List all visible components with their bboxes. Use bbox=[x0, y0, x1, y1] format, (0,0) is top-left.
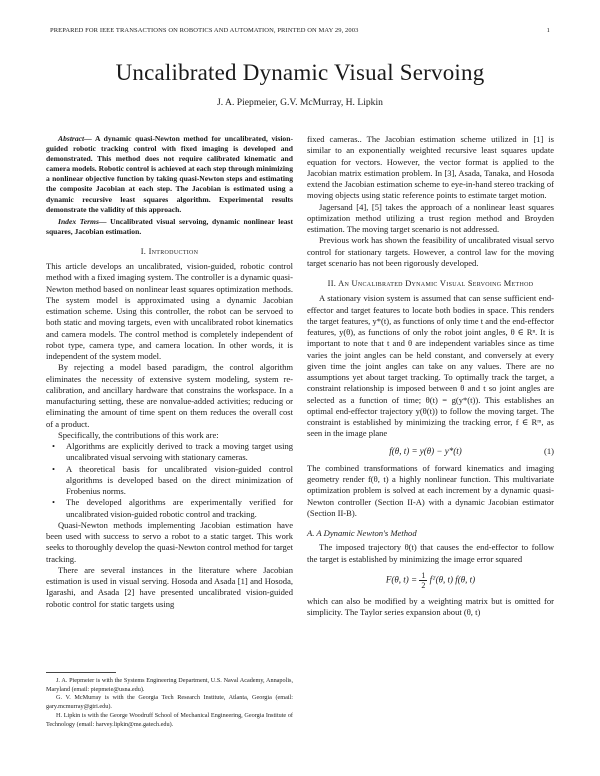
footnote-divider bbox=[46, 672, 116, 673]
left-column bbox=[46, 134, 293, 610]
equation-2 bbox=[307, 571, 554, 590]
equation-2-rhs: fᵀ(θ, t) f(θ, t) bbox=[429, 574, 476, 585]
section-heading-method: II. An Uncalibrated Dynamic Visual Servoing Method bbox=[327, 279, 534, 288]
index-terms bbox=[46, 217, 293, 237]
index-terms-label: Index Terms bbox=[58, 216, 99, 226]
abstract bbox=[46, 134, 293, 215]
list-item: • The developed algorithms are experimentally verified for uncalibrated vision-guided robotic control and tracking. bbox=[62, 497, 293, 520]
method-paragraph-1: A stationary vision system is assumed that can sense sufficient end-effector and target features to locate both bodies in space. This renders the target features, y*(t), as functions of only time t and the end-effector features, y(θ), as functions of only the robot joint angles, θ ∈ Rⁿ. It is important to note that t and θ are independent variables since as time varies the joint angles can be held constant, and conversely at every given time the joint angles can take on any values. There are no assumptions yet about target tracking. To optimally track the target, a constraint relationship is imposed between θ and t so joint angles are selected as a function of time; θ(t) = g(y*(t)). This establishes an optimal end-effector trajectory y(θ(t)) to follow the moving target. The constraint is established by minimizing the tracking error, f ∈ Rᵐ, as seen in the image plane bbox=[307, 293, 554, 439]
newton-paragraph-2: which can also be modified by a weighting matrix but is omitted for simplicity. The Taylor series expansion about (θ, t) bbox=[307, 595, 554, 617]
intro-paragraph-2: By rejecting a model based paradigm, the control algorithm eliminates the necessity of extensive system modeling, system re-calibration, and ancillary hardware that constrains the workspace. In a manufacturing setting, these are nonvalue-added activities; reducing or eliminating the amount of time spent on them reduces the overall cost of a product. bbox=[46, 362, 293, 429]
intro-paragraph-4: Quasi-Newton methods implementing Jacobian estimation have been used with success to servo a robot to a static target. This work seeks to thoroughly develop the quasi-Newton control method for target tracking. bbox=[46, 519, 293, 564]
equation-1-number: (1) bbox=[544, 445, 554, 456]
equation-1 bbox=[307, 446, 554, 457]
right-paragraph-2: Jagersand [4], [5] takes the approach of a nonlinear least squares optimization method utilizing a trust region method and Broyden estimation. The moving target scenario is not addressed. bbox=[307, 201, 554, 234]
intro-paragraph-3: Specifically, the contributions of this work are: bbox=[58, 429, 219, 440]
abstract-text: — A dynamic quasi-Newton method for uncalibrated, vision-guided robotic tracking control with fixed imaging is developed and demonstrated. This method does not require calibrated kinematic and camera models. Robotic control is achieved at each step through minimizing a nonlinear objective function by taking quasi-Newton steps and estimating the composite Jacobian at each step. The Jacobian is estimated using a dynamic recursive least squares algorithm. Experimental results demonstrate the validity of this approach. bbox=[46, 134, 293, 214]
equation-2-body bbox=[307, 571, 554, 590]
intro-paragraph-1: This article develops an uncalibrated, vision-guided, robotic control method with a fixed imaging system. The controller is a dynamic quasi-Newton method based on nonlinear least squares optimization methods. The system model is approximated using a dynamic Jacobian estimation scheme. Using this controller, the robot can be servoed to both static and moving targets, even with uncalibrated robot kinematics and camera models. The control method is completely independent of robot type, camera type, and camera location. In other words, it is independent of the system model. bbox=[46, 261, 293, 362]
running-header bbox=[50, 27, 550, 34]
footnote: J. A. Piepmeier is with the Systems Engineering Department, U.S. Naval Academy, Annapolis, Maryland (email: piepmeie@usna.edu). bbox=[46, 677, 293, 693]
list-item: • A theoretical basis for uncalibrated vision-guided control algorithms is developed based on the direct minimization of Frobenius norms. bbox=[62, 464, 293, 498]
contributions-list bbox=[46, 441, 293, 520]
right-paragraph-1: fixed cameras.. The Jacobian estimation scheme utilized in [1] is similar to an exponentially weighted recursive least squares update equation for vectors. However, the vector format is applied to the Jacobian matrix estimation problem. In [3], Asada, Tanaka, and Hosoda extend the Jacobian estimation scheme to eye-in-hand stereo tracking of moving objects using static reference points to estimate target motion. bbox=[307, 134, 554, 201]
subsection-heading-newton: A. A Dynamic Newton's Method bbox=[307, 528, 417, 538]
equation-2-lhs: F(θ, t) = bbox=[385, 574, 418, 585]
method-paragraph-2: The combined transformations of forward kinematics and imaging geometry render f(θ, t) a highly nonlinear function. This multivariate optimization problem is solved at each increment by a dynamic quasi-Newton controller (Section II-A) with a dynamic Jacobian estimator (Section II-B). bbox=[307, 462, 554, 518]
fraction-denominator: 2 bbox=[421, 580, 426, 590]
fraction-numerator: 1 bbox=[421, 570, 426, 580]
equation-2-fraction bbox=[419, 571, 427, 590]
footnotes bbox=[46, 677, 293, 729]
footnote: G. V. McMurray is with the Georgia Tech Research Institute, Atlanta, Georgia (email: gary.mcmurray@gtri.edu). bbox=[46, 694, 293, 711]
index-terms-text: — Uncalibrated visual servoing, dynamic nonlinear least squares, Jacobian estimation. bbox=[46, 216, 293, 236]
page-number: 1 bbox=[546, 27, 550, 34]
right-paragraph-3: Previous work has shown the feasibility of uncalibrated visual servo control for stationary targets. However, a control law for the moving target scenario has not been rigorously developed. bbox=[307, 235, 554, 268]
list-item: • Algorithms are explicitly derived to track a moving target using uncalibrated visual servoing with stationary cameras. bbox=[62, 441, 293, 464]
paper-title: Uncalibrated Dynamic Visual Servoing bbox=[115, 60, 485, 85]
right-column bbox=[307, 134, 554, 618]
newton-paragraph-1: The imposed trajectory θ(t) that causes the end-effector to follow the target is established by minimizing the image error squared bbox=[307, 542, 554, 564]
equation-1-body: f(θ, t) = y(θ) − y*(t) bbox=[389, 445, 462, 456]
paper-authors: J. A. Piepmeier, G.V. McMurray, H. Lipkin bbox=[217, 97, 383, 108]
section-heading-introduction: I. Introduction bbox=[140, 246, 199, 256]
footnote: H. Lipkin is with the George Woodruff School of Mechanical Engineering, Georgia Institute of Technology (email: harvey.lipkin@me.gatech.edu). bbox=[46, 711, 293, 728]
intro-paragraph-5: There are several instances in the literature where Jacobian estimation is used in visual serving. Hosoda and Asada [1] and Hosoda, Igarashi, and Asada [2] have presented uncalibrated vision-guided robotic control for static targets using bbox=[46, 564, 293, 609]
running-header-text: PREPARED FOR IEEE TRANSACTIONS ON ROBOTICS AND AUTOMATION, PRINTED ON MAY 29, 2003 bbox=[50, 27, 359, 34]
abstract-label: Abstract bbox=[58, 134, 85, 143]
